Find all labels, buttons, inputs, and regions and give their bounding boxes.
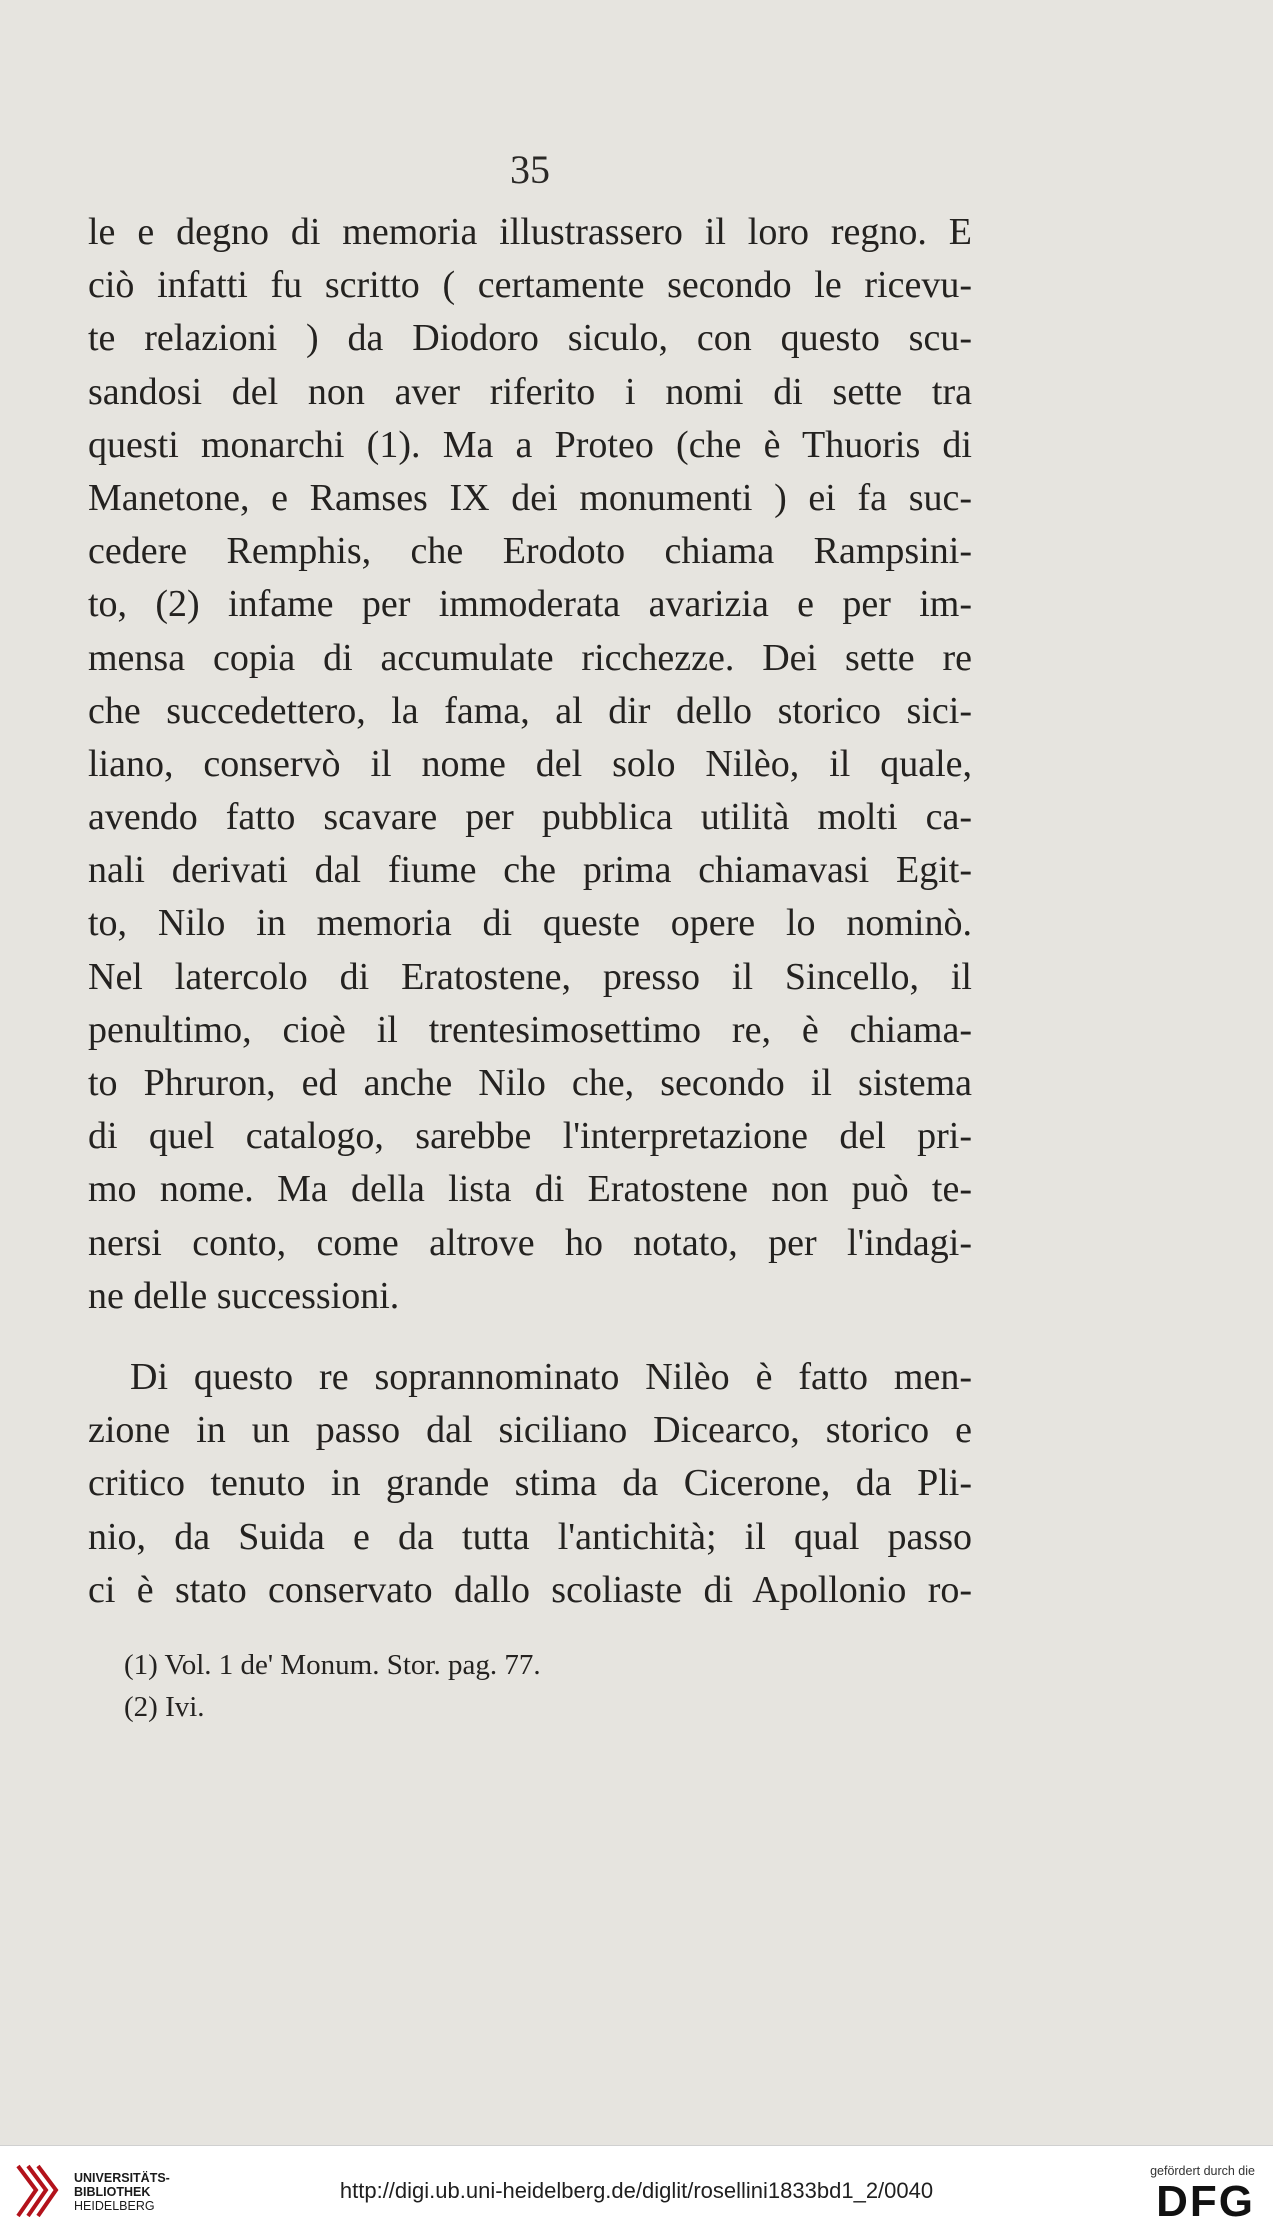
footnote: (2) Ivi. xyxy=(124,1691,205,1723)
text-line: to, (2) infame per immoderata avarizia e per im- xyxy=(88,583,972,626)
text-line: liano, conservò il nome del solo Nilèo, il quale, xyxy=(88,742,972,785)
page-number: 35 xyxy=(510,147,550,192)
text-line: ne delle successioni. xyxy=(88,1274,400,1317)
text-line: to Phruron, ed anche Nilo che, secondo il sistema xyxy=(88,1062,972,1104)
text-line: mensa copia di accumulate ricchezze. Dei sette re xyxy=(88,636,972,679)
text-line: sandosi del non aver riferito i nomi di sette tra xyxy=(88,370,972,413)
permalink-url[interactable]: http://digi.ub.uni-heidelberg.de/diglit/rosellini1833bd1_2/0040 xyxy=(339,2178,934,2203)
main-text xyxy=(88,206,972,1617)
text-line: nio, da Suida e da tutta l'antichità; il qual passo xyxy=(88,1515,972,1558)
funded-by-label: gefördert durch die xyxy=(1150,2164,1255,2178)
text-line: questi monarchi (1). Ma a Proteo (che è Thuoris di xyxy=(88,423,972,466)
institution-name: UNIVERSITÄTS- BIBLIOTHEK HEIDELBERG xyxy=(74,2171,170,2213)
viewer-footer xyxy=(0,2145,1273,2238)
text-line: che succedettero, la fama, al dir dello storico sici- xyxy=(88,689,972,732)
footnotes xyxy=(124,1644,724,1728)
text-line: zione in un passo dal siciliano Dicearco, storico e xyxy=(88,1409,972,1452)
text-line: te relazioni ) da Diodoro siculo, con questo scu- xyxy=(88,317,972,360)
text-line: Nel latercolo di Eratostene, presso il Sincello, il xyxy=(88,955,972,998)
text-line: penultimo, cioè il trentesimosettimo re, è chiama- xyxy=(88,1008,972,1051)
text-line: le e degno di memoria illustrassero il loro regno. E xyxy=(88,211,972,253)
text-line: cedere Remphis, che Erodoto chiama Rampsini- xyxy=(88,530,972,573)
text-line: ciò infatti fu scritto ( certamente secondo le ricevu- xyxy=(88,264,972,307)
text-line: Di questo re soprannominato Nilèo è fatto men- xyxy=(130,1355,972,1398)
text-line: di quel catalogo, sarebbe l'interpretazione del pri- xyxy=(88,1115,972,1158)
text-line: Manetone, e Ramses IX dei monumenti ) ei fa suc- xyxy=(88,476,972,519)
text-line: critico tenuto in grande stima da Cicerone, da Pli- xyxy=(88,1462,972,1505)
text-line: ci è stato conservato dallo scoliaste di Apollonio ro- xyxy=(88,1568,972,1611)
dfg-logo: DFG xyxy=(1156,2177,1255,2226)
text-line: to, Nilo in memoria di queste opere lo nominò. xyxy=(88,902,972,945)
text-line: avendo fatto scavare per pubblica utilità molti ca- xyxy=(88,796,972,839)
footnote: (1) Vol. 1 de' Monum. Stor. pag. 77. xyxy=(124,1649,541,1681)
text-line: nersi conto, come altrove ho notato, per l'indagi- xyxy=(88,1221,972,1264)
text-line: mo nome. Ma della lista di Eratostene non può te- xyxy=(88,1168,972,1211)
text-line: nali derivati dal fiume che prima chiamavasi Egit- xyxy=(88,849,972,892)
